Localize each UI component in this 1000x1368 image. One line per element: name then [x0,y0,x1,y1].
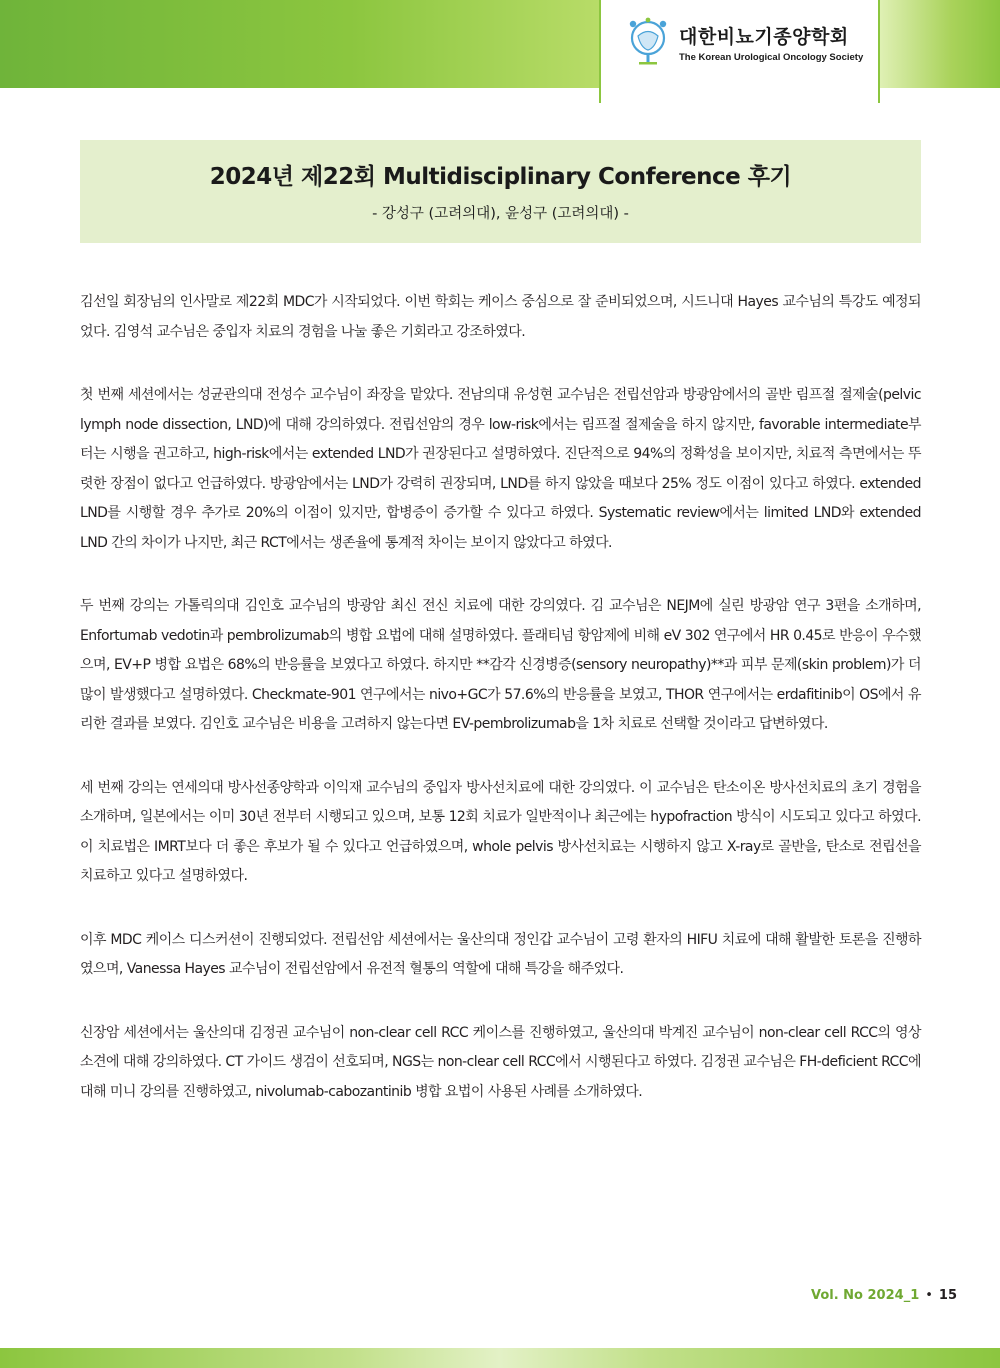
paragraph-session-3: 세 번째 강의는 연세의대 방사선종양학과 이익재 교수님의 중입자 방사선치료에 대한 강의였다. 이 교수님은 탄소이온 방사선치료의 초기 경험을 소개하며, 일본에서는 이미 30년 전부터 시행되고 있으며, 보통 12회 치료가 일반적이나 최근에는 hypofraction 방식이 시도되고 있다고 하였다. 이 치료법은 IMRT보다 더 좋은 후보가 될 수 있다고 언급하였으며, whole pelvis 방사선치료는 시행하지 않고 X-ray로 골반을, 탄소로 전립선을 치료하고 있다고 설명하였다. [80,779,921,884]
paragraph-opening: 김선일 회장님의 인사말로 제22회 MDC가 시작되었다. 이번 학회는 케이스 중심으로 잘 준비되었으며, 시드니대 Hayes 교수님의 특강도 예정되었다. 김영석 교수님은 중입자 치료의 경험을 나눌 좋은 기회라고 강조하였다. [80,294,921,340]
society-name-english: The Korean Urological Oncology Society [679,52,864,63]
article-authors: - 강성구 (고려의대), 윤성구 (고려의대) - [372,206,629,222]
paragraph-kidney-session: 신장암 세션에서는 울산의대 김정권 교수님이 non-clear cell RCC 케이스를 진행하였고, 울산의대 박계진 교수님이 non-clear cell RCC의 영상 소견에 대해 강의하였다. CT 가이드 생검이 선호되며, NGS는 non-clear cell RCC에서 시행된다고 하였다. 김정권 교수님은 FH-deficient RCC에 대해 미니 강의를 진행하였고, nivolumab-cabozantinib 병합 요법이 사용된 사례를 소개하였다. [80,1024,921,1100]
paragraph-case-discussion: 이후 MDC 케이스 디스커션이 진행되었다. 전립선암 세션에서는 울산의대 정인갑 교수님이 고령 환자의 HIFU 치료에 대해 활발한 토론을 진행하였으며, Vanessa Hayes 교수님이 전립선암에서 유전적 혈통의 역할에 대해 특강을 해주었다. [80,931,921,977]
footer-separator: • [925,1288,933,1303]
header-band-right [880,0,1000,88]
paragraph-session-2: 두 번째 강의는 가톨릭의대 김인호 교수님의 방광암 최신 전신 치료에 대한 강의였다. 김 교수님은 NEJM에 실린 방광암 연구 3편을 소개하며, Enfortumab vedotin과 pembrolizumab의 병합 요법에 대해 설명하였다. 플래티넘 항암제에 비해 eV 302 연구에서 HR 0.45로 반응이 우수했으며, EV+P 병합 요법은 68%의 반응률을 보였다고 하였다. 하지만 **감각 신경병증(sensory neuropathy)**과 피부 문제(skin problem)가 더 많이 발생했다고 설명하였다. Checkmate-901 연구에서는 nivo+GC가 57.6%의 반응률을 보였고, THOR 연구에서는 erdafitinib이 OS에서 유리한 결과를 보였다. 김인호 교수님은 비용을 고려하지 않는다면 EV-pembrolizumab을 1차 치료로 선택할 것이라고 답변하였다. [80,598,921,732]
page-number: 15 [938,1288,957,1303]
paragraph-session-1: 첫 번째 세션에서는 성균관의대 전성수 교수님이 좌장을 맡았다. 전남의대 유성현 교수님은 전립선암과 방광암에서의 골반 림프절 절제술(pelvic lymph node dissection, LND)에 대해 강의하였다. 전립선암의 경우 low-risk에서는 림프절 절제술을 하지 않지만, favorable intermediate부터는 시행을 권고하고, high-risk에서는 extended LND가 권장된다고 설명하였다. 진단적으로 94%의 정확성을 보이지만, 치료적 측면에서는 뚜렷한 장점이 없다고 언급하였다. 방광암에서는 LND가 강력히 권장되며, LND를 하지 않았을 때보다 25% 정도 이점이 있다고 하였다. extended LND를 시행할 경우 추가로 20%의 이점이 있지만, 합병증이 증가할 수 있다고 하였다. Systematic review에서는 limited LND와 extended LND 간의 차이가 나지만, 최근 RCT에서는 생존율에 통계적 차이는 보이지 않았다고 하였다. [80,387,921,551]
title-box [80,140,921,243]
page-footer [0,1288,957,1303]
article-body [80,288,921,1141]
volume-label: Vol. No 2024_1 [810,1288,920,1303]
article-title: 2024년 제22회 Multidisciplinary Conference 후기 [209,164,792,190]
society-logo-block [599,0,880,103]
society-name-korean: 대한비뇨기종양학회 [679,26,849,48]
society-logo-icon [625,16,671,68]
footer-band [0,1348,1000,1368]
